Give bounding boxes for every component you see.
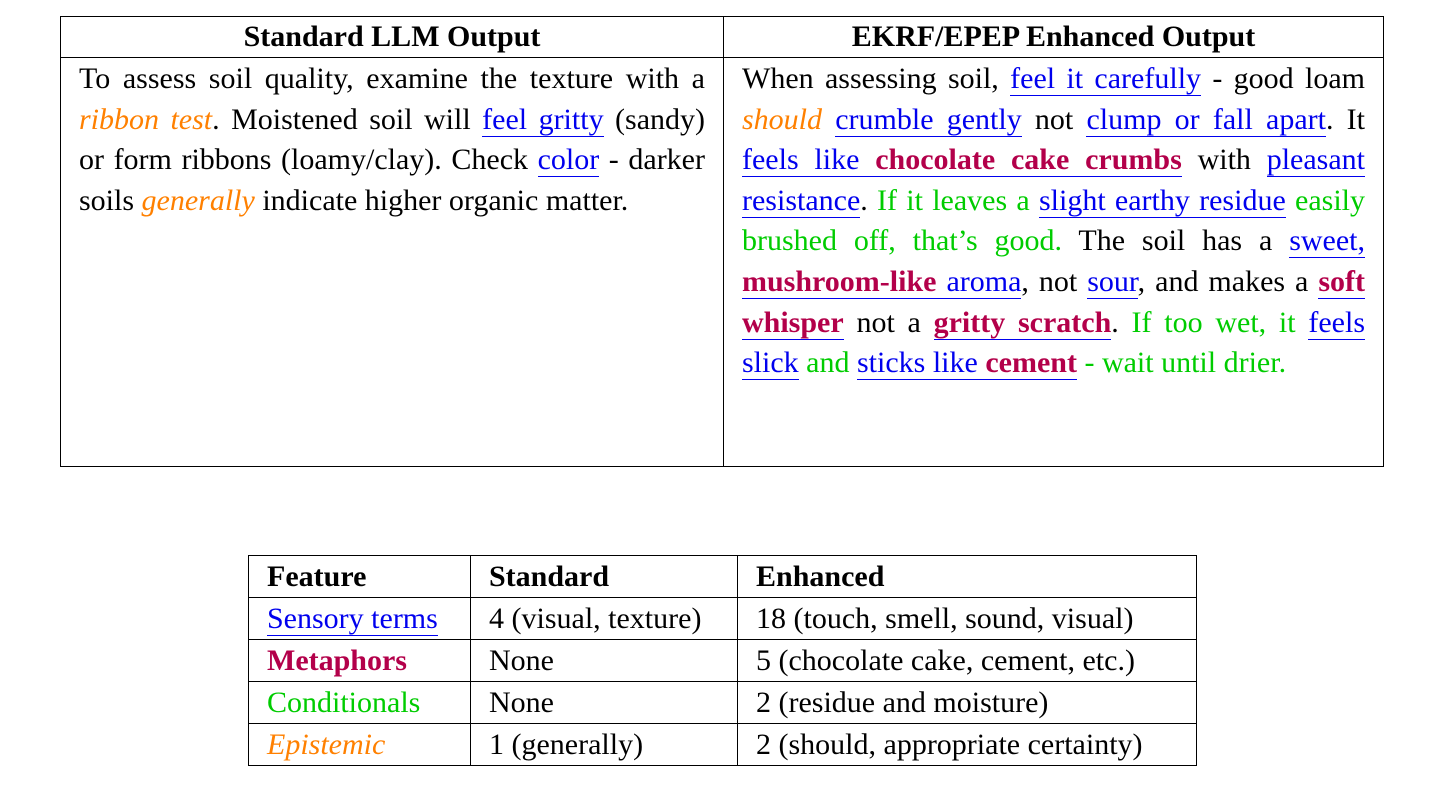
sensory-term: slight earthy residue: [1038, 183, 1286, 217]
text-run: not: [1021, 102, 1087, 136]
sensory-term: sweet,: [1289, 224, 1365, 258]
enhanced-output-text: [724, 58, 1384, 467]
summary-header-row: [249, 556, 1197, 598]
conditionals-label: Conditionals: [267, 686, 421, 719]
epistemic-term: generally: [141, 183, 255, 217]
text-run: (sandy) or form ribbons (loamy/clay). Check: [79, 102, 706, 177]
epistemic-term: ribbon test: [79, 102, 213, 136]
sensory-term: clump or fall apart: [1086, 102, 1326, 136]
text-run: not a: [843, 305, 934, 339]
text-run: .: [860, 183, 878, 217]
metaphors-label: Metaphors: [267, 644, 407, 677]
sensory-term: feel gritty: [482, 102, 604, 136]
conditional-text: - wait until drier.: [1076, 346, 1287, 380]
text-run: , and makes a: [1137, 264, 1319, 298]
table-row: [249, 598, 1197, 640]
feature-cell: [249, 682, 471, 724]
conditional-text: If too wet, it: [1131, 305, 1309, 339]
text-run: .: [1111, 305, 1132, 339]
standard-output-text: [61, 58, 724, 467]
sensory-term: sour: [1087, 264, 1138, 298]
sensory-term: feels slick: [742, 305, 1365, 380]
sensory-metaphor-phrase: [857, 346, 1077, 380]
conditional-text: If it leaves a: [877, 183, 1039, 217]
epistemic-term: should: [742, 102, 823, 136]
standard-cell: 1 (generally): [471, 724, 738, 766]
enhanced-cell: 2 (should, appropriate certainty): [738, 724, 1197, 766]
sensory-term: crumble gently: [835, 102, 1022, 136]
sensory-metaphor-phrase: [742, 143, 1182, 177]
comparison-body-row: [61, 58, 1384, 467]
feature-header: Feature: [249, 556, 471, 598]
summary-table: [248, 555, 1197, 766]
feature-cell: [249, 598, 471, 640]
comparison-header-row: [61, 17, 1384, 58]
metaphor-term: soft whisper: [742, 264, 1365, 339]
table-row: [249, 682, 1197, 724]
sensory-term: pleasant resistance: [742, 143, 1365, 217]
sensory-term: feels like: [742, 143, 876, 177]
text-run: with: [1181, 143, 1267, 177]
enhanced-cell: 5 (chocolate cake, cement, etc.): [738, 640, 1197, 682]
text-run: indicate higher organic matter.: [254, 183, 629, 217]
sensory-terms-label: Sensory terms: [267, 602, 438, 635]
text-run: When assessing soil,: [742, 62, 1011, 95]
metaphor-term: mushroom-like: [742, 264, 937, 298]
feature-cell: [249, 724, 471, 766]
conditional-text: and: [798, 346, 857, 380]
conditional-text: easily brushed off, that’s good.: [742, 183, 1365, 258]
sensory-term: sticks like: [857, 346, 986, 380]
enhanced-cell: 18 (touch, smell, sound, visual): [738, 598, 1197, 640]
text-run: - good loam: [1201, 62, 1365, 95]
sensory-term: aroma: [936, 264, 1022, 298]
enhanced-cell: 2 (residue and moisture): [738, 682, 1197, 724]
text-run: . It: [1325, 102, 1365, 136]
text-run: To assess soil quality, examine the texture with a: [79, 62, 705, 95]
sensory-term: color: [537, 143, 600, 177]
text-run: The soil has a: [1062, 224, 1290, 258]
standard-cell: None: [471, 682, 738, 724]
metaphor-term: cement: [985, 346, 1077, 380]
table-row: [249, 724, 1197, 766]
metaphor-term: chocolate cake crumbs: [875, 143, 1182, 177]
standard-cell: None: [471, 640, 738, 682]
metaphor-term: gritty scratch: [933, 305, 1112, 339]
enhanced-output-header: EKRF/EPEP Enhanced Output: [724, 17, 1384, 58]
epistemic-label: Epistemic: [267, 728, 386, 761]
standard-output-header: Standard LLM Output: [61, 17, 724, 58]
standard-header: Standard: [471, 556, 738, 598]
enhanced-header: Enhanced: [738, 556, 1197, 598]
comparison-table: [60, 16, 1384, 467]
text-run: . Moistened soil will: [212, 102, 483, 136]
sensory-term: feel it carefully: [1010, 62, 1202, 95]
feature-cell: [249, 640, 471, 682]
text-run: , not: [1021, 264, 1088, 298]
table-row: [249, 640, 1197, 682]
standard-cell: 4 (visual, texture): [471, 598, 738, 640]
text-run: - darker soils: [79, 143, 705, 217]
